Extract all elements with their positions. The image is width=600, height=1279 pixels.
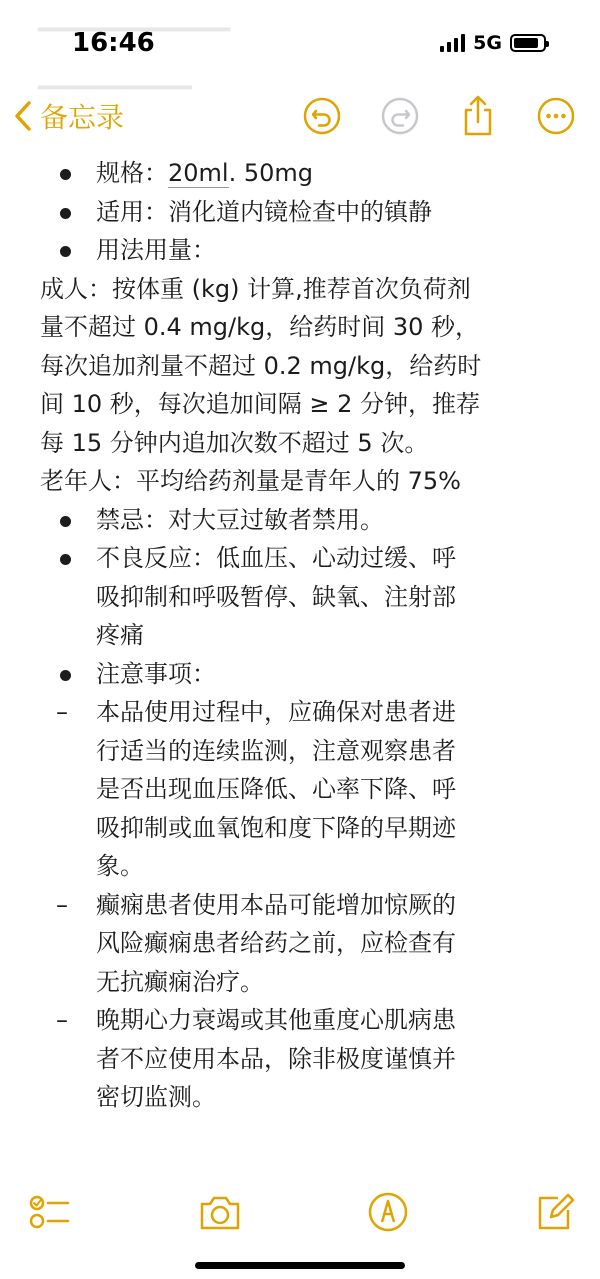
more-icon[interactable] — [534, 94, 578, 138]
home-indicator[interactable] — [195, 1262, 405, 1269]
adult-dosage-line: 每次追加剂量不超过 0.2 mg/kg，给药时 — [40, 351, 482, 380]
precaution-item — [0, 886, 600, 925]
bullet-dot — [60, 670, 71, 681]
checklist-icon[interactable] — [26, 1188, 74, 1236]
battery-level — [514, 38, 538, 48]
back-label: 备忘录 — [40, 101, 125, 134]
back-button[interactable] — [12, 96, 124, 136]
status-indicators — [440, 32, 546, 54]
precautions-heading: 注意事项： — [96, 659, 216, 688]
undo-icon[interactable] — [300, 94, 344, 138]
dash-marker: – — [56, 1006, 68, 1034]
adult-dosage-line: 每 15 分钟内追加次数不超过 5 次。 — [40, 428, 429, 457]
redo-icon[interactable] — [378, 94, 422, 138]
bottom-toolbar — [0, 1180, 600, 1240]
compose-icon[interactable] — [530, 1188, 578, 1236]
elderly-dosage-line: 老年人：平均给药剂量是青年人的 75% — [40, 467, 461, 495]
precaution-line: 风险癫痫患者给药之前，应检查有 — [96, 929, 456, 957]
bullet-dot — [60, 554, 71, 565]
status-time: 16:46 — [72, 28, 155, 58]
camera-icon[interactable] — [196, 1188, 244, 1236]
precaution-line: 象。 — [96, 852, 144, 880]
scrolled-text-ghost: ▁▁▁▁▁▁▁▁▁▁ — [38, 2, 231, 31]
list-item-adverse — [0, 539, 600, 578]
adverse-continuation: 疼痛 — [96, 621, 144, 649]
share-icon[interactable] — [456, 94, 500, 138]
spec-label: 规格： — [96, 159, 168, 187]
list-item-indication — [0, 193, 600, 232]
precaution-line: 密切监测。 — [96, 1083, 216, 1111]
network-type: 5G — [473, 32, 502, 54]
list-item-contraindication — [0, 501, 600, 540]
precaution-line: 晚期心力衰竭或其他重度心肌病患 — [96, 1006, 456, 1034]
chevron-left-icon — [12, 99, 34, 133]
precaution-line: 吸抑制或血氧饱和度下降的早期迹 — [96, 813, 456, 842]
note-body[interactable] — [0, 154, 600, 1117]
list-item-dosage — [0, 231, 600, 270]
adult-dosage-line: 间 10 秒，每次追加间隔 ≥ 2 分钟，推荐 — [40, 390, 481, 418]
dash-marker: – — [56, 698, 68, 726]
adverse-continuation: 吸抑制和呼吸暂停、缺氧、注射部 — [96, 582, 456, 611]
adult-dosage-line: 量不超过 0.4 mg/kg，给药时间 30 秒， — [40, 313, 480, 341]
precaution-line: 癫痫患者使用本品可能增加惊厥的 — [96, 890, 456, 919]
nav-actions — [300, 94, 578, 138]
indication-text: 适用：消化道内镜检查中的镇静 — [96, 197, 432, 226]
list-item-spec — [0, 154, 600, 193]
scrolled-text-ghost: ▁▁▁▁▁▁▁▁ — [38, 60, 192, 89]
precaution-line: 无抗癫痫治疗。 — [96, 967, 264, 996]
bullet-dot — [60, 246, 71, 257]
spec-volume: 20ml — [168, 159, 229, 187]
nav-bar — [0, 86, 600, 150]
battery-icon — [510, 34, 546, 52]
markup-icon[interactable] — [364, 1188, 412, 1236]
precaution-line: 行适当的连续监测，注意观察患者 — [96, 736, 456, 765]
spec-dose: . 50mg — [228, 159, 314, 187]
adverse-text: 不良反应：低血压、心动过缓、呼 — [96, 544, 456, 572]
precaution-line: 是否出现血压降低、心率下降、呼 — [96, 775, 456, 803]
dosage-heading: 用法用量： — [96, 236, 216, 264]
list-item-precautions — [0, 655, 600, 694]
precaution-item — [0, 693, 600, 732]
precaution-item — [0, 1001, 600, 1040]
precaution-line: 本品使用过程中，应确保对患者进 — [96, 698, 456, 726]
precaution-line: 者不应使用本品，除非极度谨慎并 — [96, 1044, 456, 1073]
contraindication-text: 禁忌：对大豆过敏者禁用。 — [96, 505, 384, 534]
bullet-dot — [60, 516, 71, 527]
bullet-dot — [60, 208, 71, 219]
bullet-dot — [60, 169, 71, 180]
adult-dosage-line: 成人：按体重 (kg) 计算,推荐首次负荷剂 — [40, 274, 471, 303]
signal-icon — [440, 34, 465, 52]
dash-marker: – — [56, 890, 68, 919]
